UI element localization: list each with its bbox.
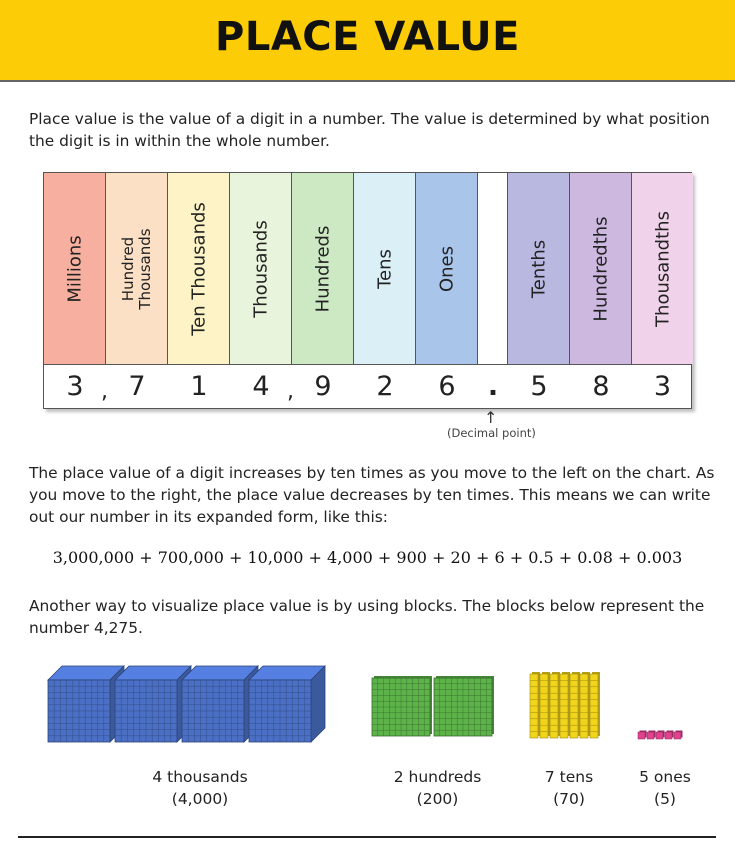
place-column-label: Hundredths (590, 215, 611, 322)
ones-caption-value: (5) (654, 790, 676, 808)
place-column-label: Thousandths (652, 210, 673, 327)
place-digit: . (487, 371, 499, 402)
place-column (354, 173, 416, 364)
thousand-cube-side (311, 666, 325, 742)
thousands-caption (130, 766, 270, 810)
hundreds-caption (370, 766, 505, 810)
place-column (570, 173, 632, 364)
page-title: PLACE VALUE (215, 14, 520, 60)
digits-row (44, 364, 691, 410)
place-column-label: Hundred Thousands (118, 227, 154, 310)
blocks-intro-text: Another way to visualize place value is by using blocks. The blocks below represent the number 4,275. (29, 597, 705, 637)
one-unit (647, 732, 654, 739)
place-digit: 9 (314, 371, 332, 402)
place-digit: 3 (653, 371, 672, 402)
place-column (292, 173, 354, 364)
place-column (632, 173, 693, 364)
place-digit: 3 (66, 371, 84, 402)
place-digit: 1 (190, 371, 208, 402)
base-ten-blocks-illustration (0, 660, 735, 760)
thousands-separator: , (287, 379, 294, 404)
place-digit: 2 (376, 371, 394, 402)
expanded-form-equation: 3,000,000 + 700,000 + 10,000 + 4,000 + 900 + 20 + 6 + 0.5 + 0.08 + 0.003 (52, 548, 683, 567)
hundreds-caption-value: (200) (416, 790, 459, 808)
place-column-label: Millions (64, 234, 85, 303)
place-digit: 7 (128, 371, 146, 402)
ones-caption (620, 766, 710, 810)
place-column (508, 173, 570, 364)
place-column (416, 173, 478, 364)
place-digit: 4 (252, 371, 270, 402)
place-column-label: Tenths (528, 239, 549, 298)
hundreds-caption-label: 2 hundreds (393, 768, 482, 786)
place-column (44, 173, 106, 364)
thousands-separator: , (101, 379, 108, 404)
tens-caption (524, 766, 614, 810)
place-column-label: Ten Thousands (188, 201, 209, 336)
decimal-point-label: (Decimal point) (447, 426, 536, 440)
ones-caption-label: 5 ones (639, 768, 691, 786)
thousands-caption-value: (4,000) (171, 790, 229, 808)
place-column (230, 173, 292, 364)
explanation-text: The place value of a digit increases by ten times as you move to the left on the chart. As you move to the right, the place value decreases by ten times. This means we can write out our number in its expanded form, like this: (29, 464, 715, 526)
place-column-label: Thousands (250, 219, 271, 318)
intro-text: Place value is the value of a digit in a number. The value is determined by what position the digit is in within the whole number. (29, 110, 710, 150)
place-digit: 6 (438, 371, 456, 402)
one-unit (674, 732, 681, 739)
tens-caption-value: (70) (553, 790, 585, 808)
thousands-caption-label: 4 thousands (152, 768, 248, 786)
place-column-label: Tens (374, 248, 395, 289)
banner-divider (0, 80, 735, 82)
place-digit: 5 (530, 371, 548, 402)
place-column-label: Hundreds (312, 225, 333, 312)
one-unit (656, 732, 663, 739)
place-column (168, 173, 230, 364)
place-column (478, 173, 508, 364)
tens-caption-label: 7 tens (544, 768, 594, 786)
place-column (106, 173, 168, 364)
place-digit: 8 (592, 371, 610, 402)
place-value-chart (43, 172, 692, 409)
one-unit (638, 732, 645, 739)
place-column-label: Ones (436, 245, 457, 292)
decimal-point-arrow-icon: ↑ (484, 408, 498, 427)
one-unit (665, 732, 672, 739)
footer-divider (18, 836, 716, 838)
